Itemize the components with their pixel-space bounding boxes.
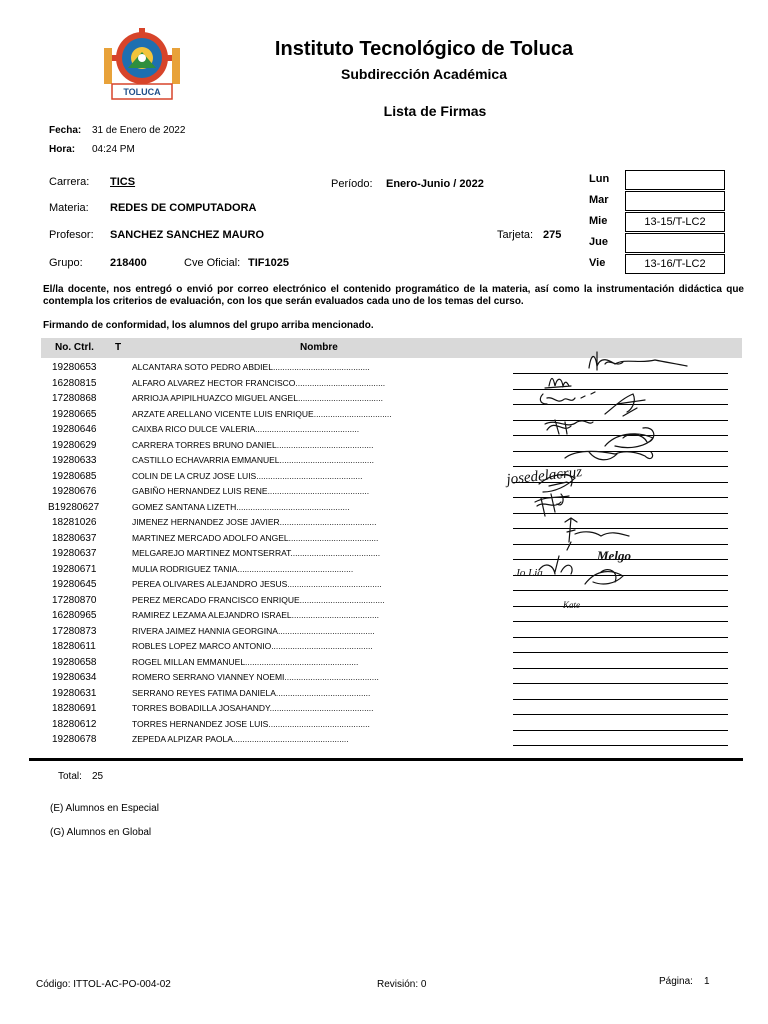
signature-melgo: Melgo	[597, 548, 631, 563]
ctrl-number: 19280631	[52, 687, 97, 699]
signature-line	[513, 699, 728, 700]
student-name	[132, 502, 350, 512]
leader-dots: ........................................	[284, 672, 379, 682]
student-name-text: CARRERA TORRES BRUNO DANIEL	[132, 439, 277, 450]
signature-mark	[565, 451, 653, 459]
leader-dots: ...........................................	[271, 641, 373, 651]
total-label: Total:	[58, 771, 82, 782]
leader-dots: ........................................	[287, 579, 382, 589]
ctrl-number: 17280870	[52, 594, 97, 606]
materia-value: REDES DE COMPUTADORA	[110, 202, 257, 214]
signature-jose: josedelacruz	[505, 464, 583, 488]
leader-dots: ................................................	[245, 656, 359, 667]
ctrl-number: 18280637	[52, 532, 97, 544]
ctrl-number: 19280676	[52, 486, 97, 497]
student-name-text: ALFARO ALVAREZ HECTOR FRANCISCO	[132, 377, 296, 388]
student-name-text: GOMEZ SANTANA LIZETH	[132, 501, 237, 512]
signature-line	[513, 652, 728, 653]
student-name	[132, 471, 363, 481]
leader-dots: ...........................................	[267, 486, 370, 496]
student-name	[132, 595, 385, 605]
day-name: Mie	[589, 215, 608, 227]
ctrl-number: 18281026	[52, 517, 97, 528]
day-slot	[625, 233, 725, 253]
signature-line	[513, 730, 728, 731]
table-row	[0, 717, 768, 732]
student-name-text: ROGEL MILLAN EMMANUEL	[132, 656, 246, 667]
leader-dots: ....................................	[299, 594, 385, 605]
ctrl-number: 18280691	[52, 703, 97, 714]
leader-dots: .................................................	[232, 734, 349, 744]
leader-dots: .....................................	[291, 610, 380, 620]
fecha-label: Fecha:	[49, 125, 82, 136]
leader-dots: ............................................	[269, 703, 374, 713]
student-name-text: CAIXBA RICO DULCE VALERIA	[132, 424, 256, 434]
table-row	[0, 670, 768, 685]
hora-value: 04:24 PM	[92, 144, 135, 155]
ctrl-number: 19280634	[52, 672, 97, 683]
leader-dots: ......................................	[288, 532, 379, 543]
student-name	[132, 517, 377, 527]
signature-line	[513, 714, 728, 715]
pagina-label: Página:	[659, 976, 693, 987]
student-name	[132, 703, 374, 713]
table-row	[0, 701, 768, 716]
signature-line	[513, 683, 728, 684]
student-name-text: ARZATE ARELLANO VICENTE LUIS ENRIQUE	[132, 408, 314, 419]
hora-label: Hora:	[49, 144, 76, 155]
student-name	[132, 579, 382, 589]
leader-dots: ............................................	[255, 424, 360, 434]
leader-dots: .........................................	[276, 439, 374, 450]
day-slot	[625, 191, 725, 211]
student-name	[132, 672, 379, 682]
day-name: Mar	[589, 194, 609, 206]
day-name: Lun	[589, 173, 610, 185]
signature-mark	[545, 420, 593, 434]
ctrl-number: 19280637	[52, 548, 97, 559]
periodo-value: Enero-Junio / 2022	[386, 178, 484, 190]
ctrl-number: 19280658	[52, 656, 97, 668]
total-value: 25	[92, 771, 104, 782]
leader-dots: ....................................	[297, 393, 383, 403]
student-name-text: MULIA RODRIGUEZ TANIA	[132, 563, 238, 574]
ctrl-number: 19280653	[52, 362, 97, 373]
signature-mark	[605, 394, 645, 416]
student-name-text: PEREZ MERCADO FRANCISCO ENRIQUE	[132, 594, 300, 605]
student-name	[132, 719, 370, 729]
carrera-label: Carrera:	[49, 176, 90, 188]
student-name	[132, 641, 373, 651]
list-title: Lista de Firmas	[383, 103, 487, 119]
student-name-text: TORRES BOBADILLA JOSAHANDY	[132, 703, 270, 713]
codigo-text: Código: ITTOL-AC-PO-004-02	[36, 979, 171, 990]
student-name-text: ZEPEDA ALPIZAR PAOLA	[132, 734, 233, 744]
student-name	[132, 734, 349, 744]
ctrl-number: 18280612	[52, 718, 97, 730]
grupo-label: Grupo:	[49, 257, 83, 269]
student-name	[132, 564, 353, 574]
student-name-text: JIMENEZ HERNANDEZ JOSE JAVIER	[132, 517, 280, 527]
leader-dots: .................................................	[237, 563, 354, 574]
signature-line	[513, 745, 728, 746]
header-t: T	[115, 342, 122, 353]
materia-label: Materia:	[49, 202, 89, 214]
pagina-number: 1	[704, 976, 710, 987]
ctrl-number: 16280815	[52, 377, 97, 389]
student-name-text: MELGAREJO MARTINEZ MONTSERRAT	[132, 548, 291, 558]
especial-note: (E) Alumnos en Especial	[50, 803, 159, 814]
signature-mark	[535, 494, 569, 516]
ctrl-number: 19280629	[52, 439, 97, 451]
signature-mark	[545, 379, 571, 389]
student-name-text: ARRIOJA APIPILHUAZCO MIGUEL ANGEL	[132, 393, 298, 403]
leader-dots: .........................................	[279, 517, 377, 527]
fecha-value: 31 de Enero de 2022	[92, 125, 186, 136]
student-name	[132, 393, 383, 403]
ctrl-number: B19280627	[48, 501, 100, 513]
ctrl-number: 17280868	[52, 393, 97, 404]
table-row	[0, 686, 768, 701]
toluca-logo	[104, 28, 180, 100]
confirm-text: Firmando de conformidad, los alumnos del grupo arriba mencionado.	[43, 320, 374, 331]
signature-line	[513, 621, 728, 622]
leader-dots: ......................................	[295, 377, 386, 388]
student-name	[132, 409, 392, 419]
table-row	[0, 732, 768, 747]
subtitle: Subdirección Académica	[341, 66, 507, 82]
profesor-value: SANCHEZ SANCHEZ MAURO	[110, 229, 264, 241]
student-name-text: SERRANO REYES FATIMA DANIELA	[132, 687, 276, 698]
student-name	[132, 362, 370, 372]
leader-dots: ................................................	[236, 501, 350, 512]
leader-dots: .........................................	[272, 362, 370, 372]
day-name: Jue	[589, 236, 608, 248]
student-name-text: ALCANTARA SOTO PEDRO ABDIEL	[132, 362, 273, 372]
ctrl-number: 19280646	[52, 424, 97, 435]
signatures-overlay	[505, 346, 705, 616]
student-name-text: TORRES HERNANDEZ JOSE LUIS	[132, 718, 269, 729]
ctrl-number: 19280678	[52, 734, 97, 745]
ctrl-number: 19280671	[52, 563, 97, 575]
student-name	[132, 688, 370, 698]
ctrl-number: 17280873	[52, 625, 97, 637]
carrera-value: TICS	[110, 176, 136, 188]
leader-dots: .............................................	[256, 470, 363, 481]
student-name-text: CASTILLO ECHAVARRIA EMMANUEL	[132, 455, 280, 465]
table-row	[0, 624, 768, 639]
leader-dots: ........................................	[279, 455, 374, 465]
global-note: (G) Alumnos en Global	[50, 827, 152, 838]
leader-dots: .................................	[313, 408, 392, 419]
day-name: Vie	[589, 257, 606, 269]
header-name: Nombre	[300, 342, 338, 353]
signature-mark	[589, 356, 687, 368]
ctrl-number: 19280665	[52, 408, 97, 420]
table-row	[0, 655, 768, 670]
signature-kate: Kate	[563, 600, 580, 610]
tarjeta-value: 275	[543, 229, 562, 241]
table-bottom-divider	[29, 758, 743, 761]
profesor-label: Profesor:	[49, 229, 94, 241]
table-row	[0, 639, 768, 654]
student-name	[132, 657, 358, 667]
student-name-text: COLIN DE LA CRUZ JOSE LUIS	[132, 470, 257, 481]
ctrl-number: 18280611	[52, 641, 96, 652]
signature-mark	[585, 570, 623, 584]
grupo-value: 218400	[110, 257, 147, 269]
student-name	[132, 440, 374, 450]
signature-mark	[565, 518, 577, 542]
student-name-text: MARTINEZ MERCADO ADOLFO ANGEL	[132, 532, 289, 543]
student-name	[132, 610, 379, 620]
student-name	[132, 548, 380, 558]
revision-text: Revisión: 0	[377, 979, 427, 990]
signature-mark	[540, 392, 595, 404]
tarjeta-label: Tarjeta:	[497, 229, 534, 241]
student-name	[132, 533, 378, 543]
leader-dots: ......................................	[290, 548, 381, 558]
student-name-text: GABIÑO HERNANDEZ LUIS RENE	[132, 486, 268, 496]
student-name	[132, 455, 374, 465]
student-name	[132, 424, 359, 434]
student-name-text: RAMIREZ LEZAMA ALEJANDRO ISRAEL	[132, 610, 292, 620]
leader-dots: ...........................................	[268, 718, 370, 729]
day-slot: 13-16/T-LC2	[625, 254, 725, 274]
day-slot: 13-15/T-LC2	[625, 212, 725, 232]
institute-title: Instituto Tecnológico de Toluca	[274, 38, 574, 60]
signature-line	[513, 637, 728, 638]
student-name-text: RIVERA JAIMEZ HANNIA GEORGINA	[132, 625, 278, 636]
student-name-text: ROMERO SERRANO VIANNEY NOEMI	[132, 672, 285, 682]
leader-dots: .........................................	[277, 625, 375, 636]
student-name	[132, 378, 385, 388]
cve-label: Cve Oficial:	[184, 257, 241, 269]
header-ctrl: No. Ctrl.	[55, 342, 94, 353]
logo-text: TOLUCA	[123, 87, 161, 97]
ctrl-number: 16280965	[52, 610, 97, 621]
ctrl-number: 19280645	[52, 579, 97, 590]
notice-text: El/la docente, nos entregó o envió por correo electrónico el contenido programático de la materia, así como la instrumentación didáctica que contempla los criterios de evaluación, con los que serán evaluados cada uno de los temas del curso.	[43, 284, 744, 307]
signature-mark	[539, 556, 572, 574]
student-name	[132, 626, 375, 636]
student-name-text: ROBLES LOPEZ MARCO ANTONIO	[132, 641, 272, 651]
periodo-label: Período:	[331, 178, 373, 190]
leader-dots: ........................................	[275, 687, 371, 698]
ctrl-number: 19280685	[52, 470, 97, 482]
cve-value: TIF1025	[248, 257, 289, 269]
signature-line	[513, 668, 728, 669]
signature-mark	[605, 428, 654, 448]
day-slot	[625, 170, 725, 190]
signature-mulia: Jo Lia	[515, 567, 543, 579]
ctrl-number: 19280633	[52, 455, 97, 466]
student-name-text: PEREA OLIVARES ALEJANDRO JESUS	[132, 579, 288, 589]
student-name	[132, 486, 369, 496]
